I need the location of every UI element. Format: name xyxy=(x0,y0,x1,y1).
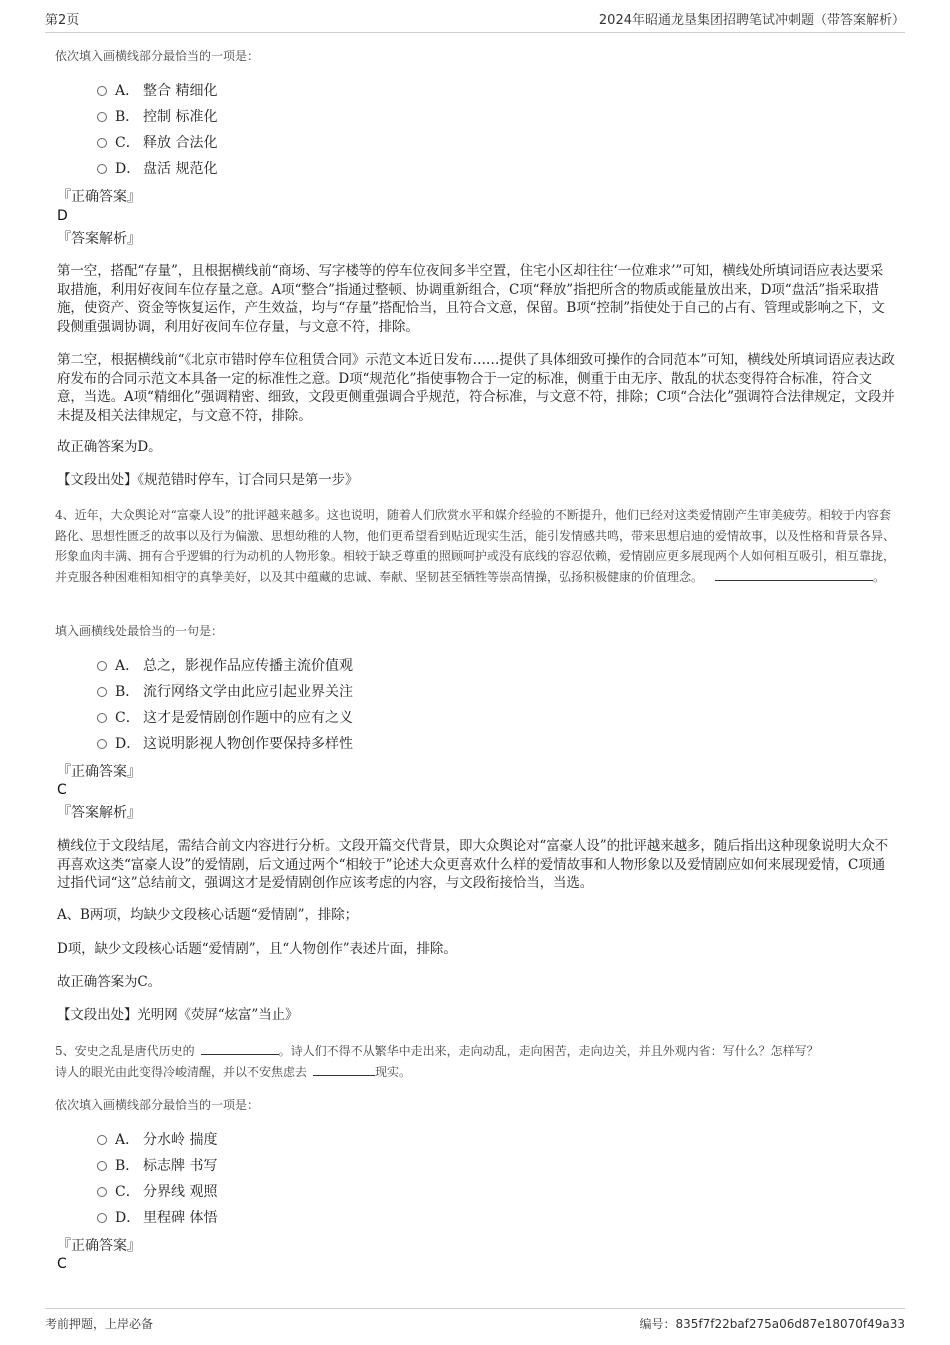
answer-blank xyxy=(715,568,873,581)
radio-icon[interactable] xyxy=(97,1135,107,1145)
q3-option-c[interactable]: C． 释放 合法化 xyxy=(97,133,217,153)
radio-icon[interactable] xyxy=(97,164,107,174)
q4-analysis-paragraph-1: 横线位于文段结尾，需结合前文内容进行分析。文段开篇交代背景，即大众舆论对“富豪人设”的批评越来越多，随后指出这种现象说明大众不再喜欢这类“富豪人设”的爱情剧，后文通过两个“相较于”论述大众更喜欢什么样的爱情故事和人物形象以及爱情剧应如何来展现爱情，C项通过指代词“这”总结前文，强调这才是爱情剧创作应该考虑的内容，与文段衔接恰当，当选。 xyxy=(57,838,889,891)
q3-source: 【文段出处】《规范错时停车，订合同只是第一步》 xyxy=(57,472,359,488)
radio-icon[interactable] xyxy=(97,138,107,148)
q5-option-b[interactable]: B． 标志牌 书写 xyxy=(97,1156,217,1176)
q4-analysis-label: 『答案解析』 xyxy=(57,805,141,821)
q4-analysis-paragraph-3: D项，缺少文段核心话题“爱情剧”，且“人物创作”表述片面，排除。 xyxy=(57,941,457,957)
q4-option-c[interactable]: C． 这才是爱情剧创作题中的应有之义 xyxy=(97,708,353,728)
q5-line-1: 5、安史之乱是唐代历史的 。诗人们不得不从繁华中走出来，走向动乱，走向困苦，走向边关，并且外观内省：写什么？怎样写？ xyxy=(55,1044,819,1058)
q3-analysis-paragraph-1: 第一空，搭配“存量”，且根据横线前“商场、写字楼等的停车位夜间多半空置，住宅小区却往往‘一位难求’”可知，横线处所填词语应表达要采取措施，利用好夜间车位存量之意。A项“整合”指通过整顿、协调重新组合，C项“释放”指把所含的物质或能量放出来，D项“盘活”指采取措施，使资产、资金等恢复运作，产生效益，均与“存量”搭配恰当，且符合文意，保留。B项“控制”指使处于自己的占有、管理或影响之下，文段侧重强调协调，利用好夜间车位存量，与文意不符，排除。 xyxy=(57,263,885,335)
q3-answer-label: 『正确答案』 xyxy=(57,189,141,205)
radio-icon[interactable] xyxy=(97,1213,107,1223)
q4-option-b[interactable]: B． 流行网络文学由此应引起业界关注 xyxy=(97,682,353,702)
q3-analysis-label: 『答案解析』 xyxy=(57,231,141,247)
answer-blank xyxy=(313,1063,375,1076)
q4-option-a[interactable]: A． 总之，影视作品应传播主流价值观 xyxy=(97,656,353,676)
radio-icon[interactable] xyxy=(97,739,107,749)
page-footer xyxy=(45,1308,905,1339)
q5-answer-label: 『正确答案』 xyxy=(57,1238,141,1254)
document-id: 编号：835f7f22baf275a06d87e18070f49a33 xyxy=(639,1317,905,1331)
radio-icon[interactable] xyxy=(97,86,107,96)
radio-icon[interactable] xyxy=(97,661,107,671)
q3-analysis-conclusion: 故正确答案为D。 xyxy=(57,439,162,455)
q4-answer-label: 『正确答案』 xyxy=(57,764,141,780)
q3-prompt: 依次填入画横线部分最恰当的一项是： xyxy=(55,49,260,63)
radio-icon[interactable] xyxy=(97,713,107,723)
q5-option-c[interactable]: C． 分界线 观照 xyxy=(97,1182,217,1202)
q4-option-d[interactable]: D． 这说明影视人物创作要保持多样性 xyxy=(97,734,353,754)
footer-slogan: 考前押题，上岸必备 xyxy=(45,1317,154,1331)
q3-analysis-paragraph-2: 第二空，根据横线前“《北京市错时停车位租赁合同》示范文本近日发布……提供了具体细致可操作的合同范本”可知，横线处所填词语应表达政府发布的合同示范文本具备一定的标准性之意。D项“规范化”指使事物合于一定的标准，侧重于由无序、散乱的状态变得符合标准，符合文意，当选。A项“精细化”强调精密、细致，文段更侧重强调合乎规范，符合标准，与文意不符，排除；C项“合法化”强调符合法律规定，文段并未提及相关法律规定，与文意不符，排除。 xyxy=(57,352,895,424)
q5-prompt: 依次填入画横线部分最恰当的一项是： xyxy=(55,1098,260,1112)
q3-option-b[interactable]: B． 控制 标准化 xyxy=(97,107,217,127)
q4-text: 4、近年，大众舆论对“富豪人设”的批评越来越多。这也说明，随着人们欣赏水平和媒介经验的不断提升，他们已经对这类爱情剧产生审美疲劳。相较于内容套路化、思想性匮乏的故事以及行为偏激、思想幼稚的人物，他们更希望看到贴近现实生活，能引发情感共鸣，带来思想启迪的爱情故事，以及性格和背景各异、形象血肉丰满、拥有合乎逻辑的行为动机的人物形象。相较于缺乏尊重的照顾呵护或没有底线的容忍依赖，爱情剧应更多展现两个人如何相互吸引，相互靠拢，并克服各种困难相知相守的真挚美好，以及其中蕴藏的忠诚、奉献、坚韧甚至牺牲等崇高情操，弘扬积极健康的价值理念。 。 xyxy=(55,508,896,584)
q4-analysis-paragraph-2: A、B两项，均缺少文段核心话题“爱情剧”，排除； xyxy=(57,907,359,923)
q5-option-d[interactable]: D． 里程碑 体悟 xyxy=(97,1208,217,1228)
q4-prompt: 填入画横线处最恰当的一句是： xyxy=(55,624,224,638)
radio-icon[interactable] xyxy=(97,1187,107,1197)
q3-option-d[interactable]: D． 盘活 规范化 xyxy=(97,159,217,179)
page-number: 第2页 xyxy=(45,13,80,28)
page-header xyxy=(45,10,905,33)
radio-icon[interactable] xyxy=(97,112,107,122)
radio-icon[interactable] xyxy=(97,1161,107,1171)
q4-answer: C xyxy=(57,782,67,798)
q5-line-2: 诗人的眼光由此变得冷峻清醒，并以不安焦虑去 现实。 xyxy=(55,1064,412,1079)
q3-option-a[interactable]: A． 整合 精细化 xyxy=(97,81,217,101)
q5-text xyxy=(55,1041,897,1082)
document-title: 2024年昭通龙垦集团招聘笔试冲刺题（带答案解析） xyxy=(598,13,905,28)
q4-source: 【文段出处】光明网《荧屏“炫富”当止》 xyxy=(57,1007,299,1023)
answer-blank xyxy=(201,1042,279,1055)
radio-icon[interactable] xyxy=(97,687,107,697)
q5-option-a[interactable]: A． 分水岭 揣度 xyxy=(97,1130,217,1150)
q5-answer: C xyxy=(57,1256,67,1272)
q4-analysis-conclusion: 故正确答案为C。 xyxy=(57,974,162,990)
q3-answer: D xyxy=(57,208,68,224)
